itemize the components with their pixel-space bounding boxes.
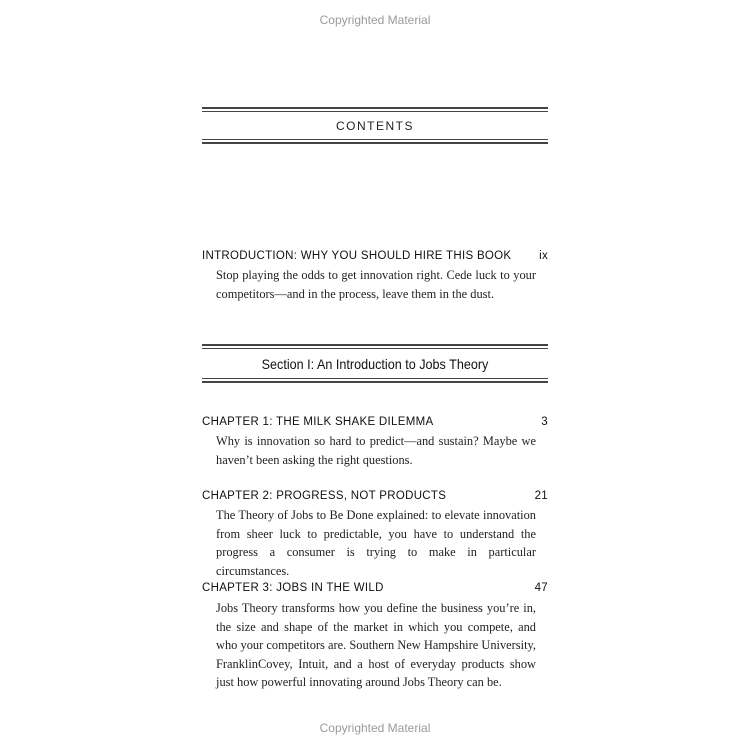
section-rule-top-thin — [202, 348, 548, 349]
chapter-title: CHAPTER 3: JOBS IN THE WILD — [202, 582, 384, 594]
chapter-heading — [202, 416, 548, 428]
introduction-heading — [202, 250, 548, 262]
chapter-title: CHAPTER 1: THE MILK SHAKE DILEMMA — [202, 416, 434, 428]
section-rule-top-thick — [202, 344, 548, 346]
copyright-watermark-bottom: Copyrighted Material — [319, 721, 431, 735]
section-title: Section I: An Introduction to Jobs Theory — [261, 356, 489, 372]
chapter-heading — [202, 582, 548, 594]
chapter-description: Why is innovation so hard to predict—and sustain? Maybe we haven’t been asking the right questions. — [216, 434, 536, 467]
chapter-page-number: 3 — [541, 416, 548, 428]
copyright-watermark-top: Copyrighted Material — [319, 13, 431, 27]
chapter-description: The Theory of Jobs to Be Done explained: to elevate innovation from sheer luck to predictable, you have to understand the progress a consumer is trying to make in particular circumstances. — [216, 508, 536, 578]
chapter-heading — [202, 490, 548, 502]
section-rule-bottom-thick — [202, 381, 548, 383]
introduction-title: INTRODUCTION: WHY YOU SHOULD HIRE THIS BOOK — [202, 250, 512, 262]
chapter-page-number: 21 — [534, 490, 548, 502]
contents-rule-top-thick — [202, 107, 548, 109]
section-rule-bottom-thin — [202, 378, 548, 379]
introduction-page-number: ix — [539, 250, 548, 262]
chapter-title: CHAPTER 2: PROGRESS, NOT PRODUCTS — [202, 490, 447, 502]
chapter-description: Jobs Theory transforms how you define the business you’re in, the size and shape of the market in which you compete, and who your competitors are. Southern New Hampshire University, FranklinCovey, Intuit, and a host of everyday products show just how powerful innovating around Jobs Theory can be. — [216, 601, 536, 689]
chapter-page-number: 47 — [534, 582, 548, 594]
contents-rule-top-thin — [202, 111, 548, 112]
contents-heading: CONTENTS — [336, 119, 414, 133]
contents-rule-bottom-thick — [202, 142, 548, 144]
introduction-description: Stop playing the odds to get innovation right. Cede luck to your competitors—and in the process, leave them in the dust. — [216, 268, 536, 301]
contents-rule-bottom-thin — [202, 139, 548, 140]
